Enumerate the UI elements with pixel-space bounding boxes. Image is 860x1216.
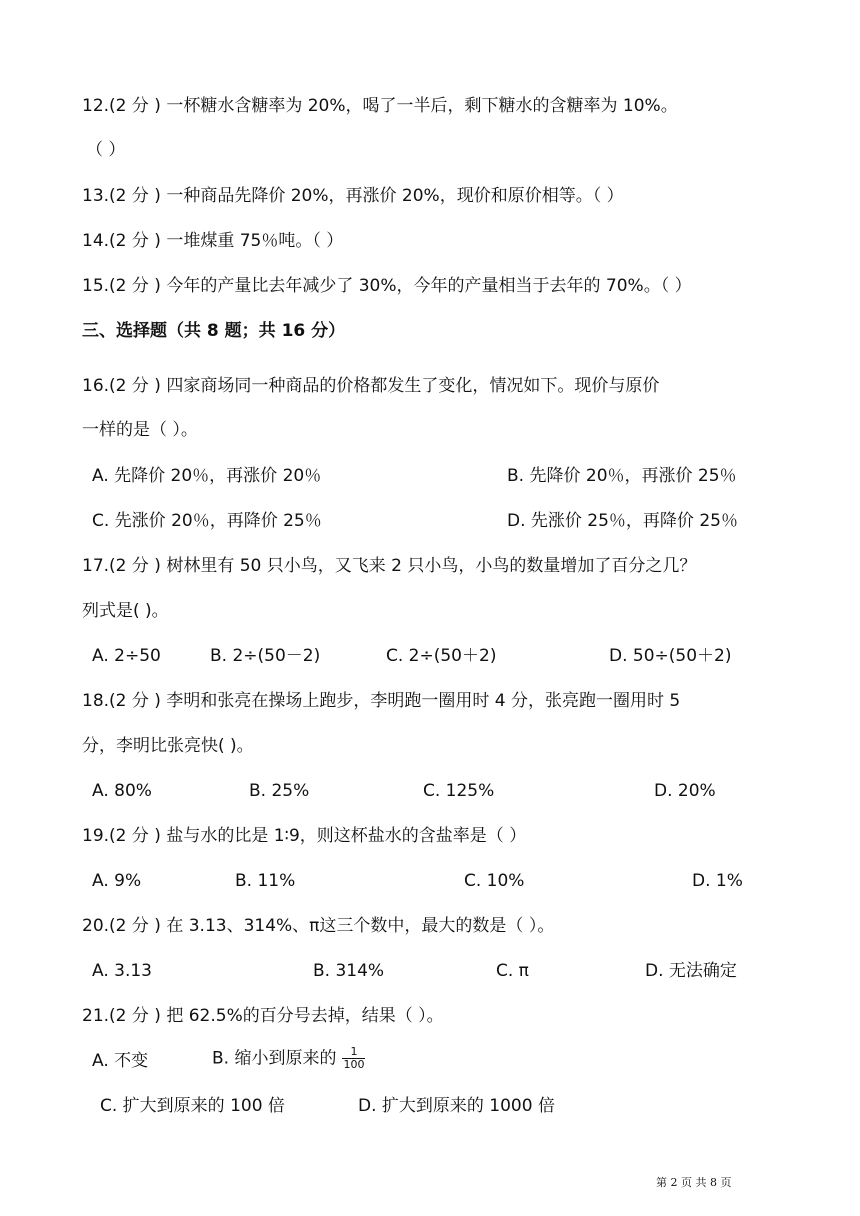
page-footer: 第 2 页 共 8 页 <box>656 1176 732 1189</box>
question-16-text: 16.(2 分 ) 四家商场同一种商品的价格都发生了变化，情况如下。现价与原价 <box>82 376 660 396</box>
question-17-option-a[interactable]: A. 2÷50 <box>92 646 161 666</box>
question-20-option-a[interactable]: A. 3.13 <box>92 961 152 981</box>
question-19-option-c[interactable]: C. 10% <box>464 871 525 891</box>
question-19-option-b[interactable]: B. 11% <box>235 871 296 891</box>
question-20-text: 20.(2 分 ) 在 3.13、314%、π这三个数中，最大的数是（ ）。 <box>82 916 555 936</box>
question-15-text: 15.(2 分 ) 今年的产量比去年减少了 30%，今年的产量相当于去年的 70%。（ ） <box>82 276 692 296</box>
question-17-text-cont: 列式是( )。 <box>82 601 169 621</box>
question-16-option-a[interactable]: A. 先降价 20％，再涨价 20％ <box>92 466 322 486</box>
question-19-option-a[interactable]: A. 9% <box>92 871 142 891</box>
question-17-option-b[interactable]: B. 2÷(50－2) <box>210 646 321 666</box>
question-16-option-c[interactable]: C. 先涨价 20％，再降价 25％ <box>92 511 322 531</box>
question-16-text-cont: 一样的是（ ）。 <box>82 420 198 440</box>
question-21-text: 21.(2 分 ) 把 62.5%的百分号去掉，结果（ ）。 <box>82 1006 444 1026</box>
question-18-text-cont: 分，李明比张亮快( )。 <box>82 736 254 756</box>
fraction-denominator: 100 <box>343 1058 365 1071</box>
question-16-option-b[interactable]: B. 先降价 20％，再涨价 25％ <box>507 466 737 486</box>
question-21-option-d[interactable]: D. 扩大到原来的 1000 倍 <box>358 1096 555 1116</box>
question-18-text: 18.(2 分 ) 李明和张亮在操场上跑步，李明跑一圈用时 4 分，张亮跑一圈用时 5 <box>82 691 681 711</box>
question-16-option-d[interactable]: D. 先涨价 25％，再降价 25％ <box>507 511 738 531</box>
question-18-option-c[interactable]: C. 125% <box>423 781 495 801</box>
question-20-option-c[interactable]: C. π <box>496 961 529 981</box>
fraction-one-hundredth <box>342 1046 365 1071</box>
question-20-option-b[interactable]: B. 314% <box>313 961 385 981</box>
question-12-text: 12.(2 分 ) 一杯糖水含糖率为 20%，喝了一半后，剩下糖水的含糖率为 10%。 <box>82 96 678 116</box>
question-21-option-a[interactable]: A. 不变 <box>92 1051 149 1071</box>
question-20-option-d[interactable]: D. 无法确定 <box>645 961 737 981</box>
fraction-numerator: 1 <box>350 1045 358 1058</box>
question-18-option-d[interactable]: D. 20% <box>654 781 716 801</box>
section-3-heading: 三、选择题（共 8 题；共 16 分） <box>82 321 346 341</box>
question-21-option-b-label: B. 缩小到原来的 <box>212 1048 337 1069</box>
question-17-text: 17.(2 分 ) 树林里有 50 只小鸟，又飞来 2 只小鸟，小鸟的数量增加了百分之几？ <box>82 556 697 576</box>
question-13-text: 13.(2 分 ) 一种商品先降价 20%，再涨价 20%，现价和原价相等。（ ） <box>82 186 624 206</box>
question-14-text: 14.(2 分 ) 一堆煤重 75％吨。（ ） <box>82 231 344 251</box>
question-21-option-c[interactable]: C. 扩大到原来的 100 倍 <box>100 1096 285 1116</box>
question-12-answer-blank: （ ） <box>86 140 126 160</box>
question-19-option-d[interactable]: D. 1% <box>692 871 743 891</box>
question-21-option-b[interactable] <box>212 1046 365 1071</box>
question-17-option-d[interactable]: D. 50÷(50＋2) <box>609 646 732 666</box>
question-19-text: 19.(2 分 ) 盐与水的比是 1∶9，则这杯盐水的含盐率是（ ） <box>82 826 527 846</box>
question-18-option-a[interactable]: A. 80% <box>92 781 152 801</box>
question-18-option-b[interactable]: B. 25% <box>249 781 310 801</box>
question-17-option-c[interactable]: C. 2÷(50＋2) <box>386 646 497 666</box>
